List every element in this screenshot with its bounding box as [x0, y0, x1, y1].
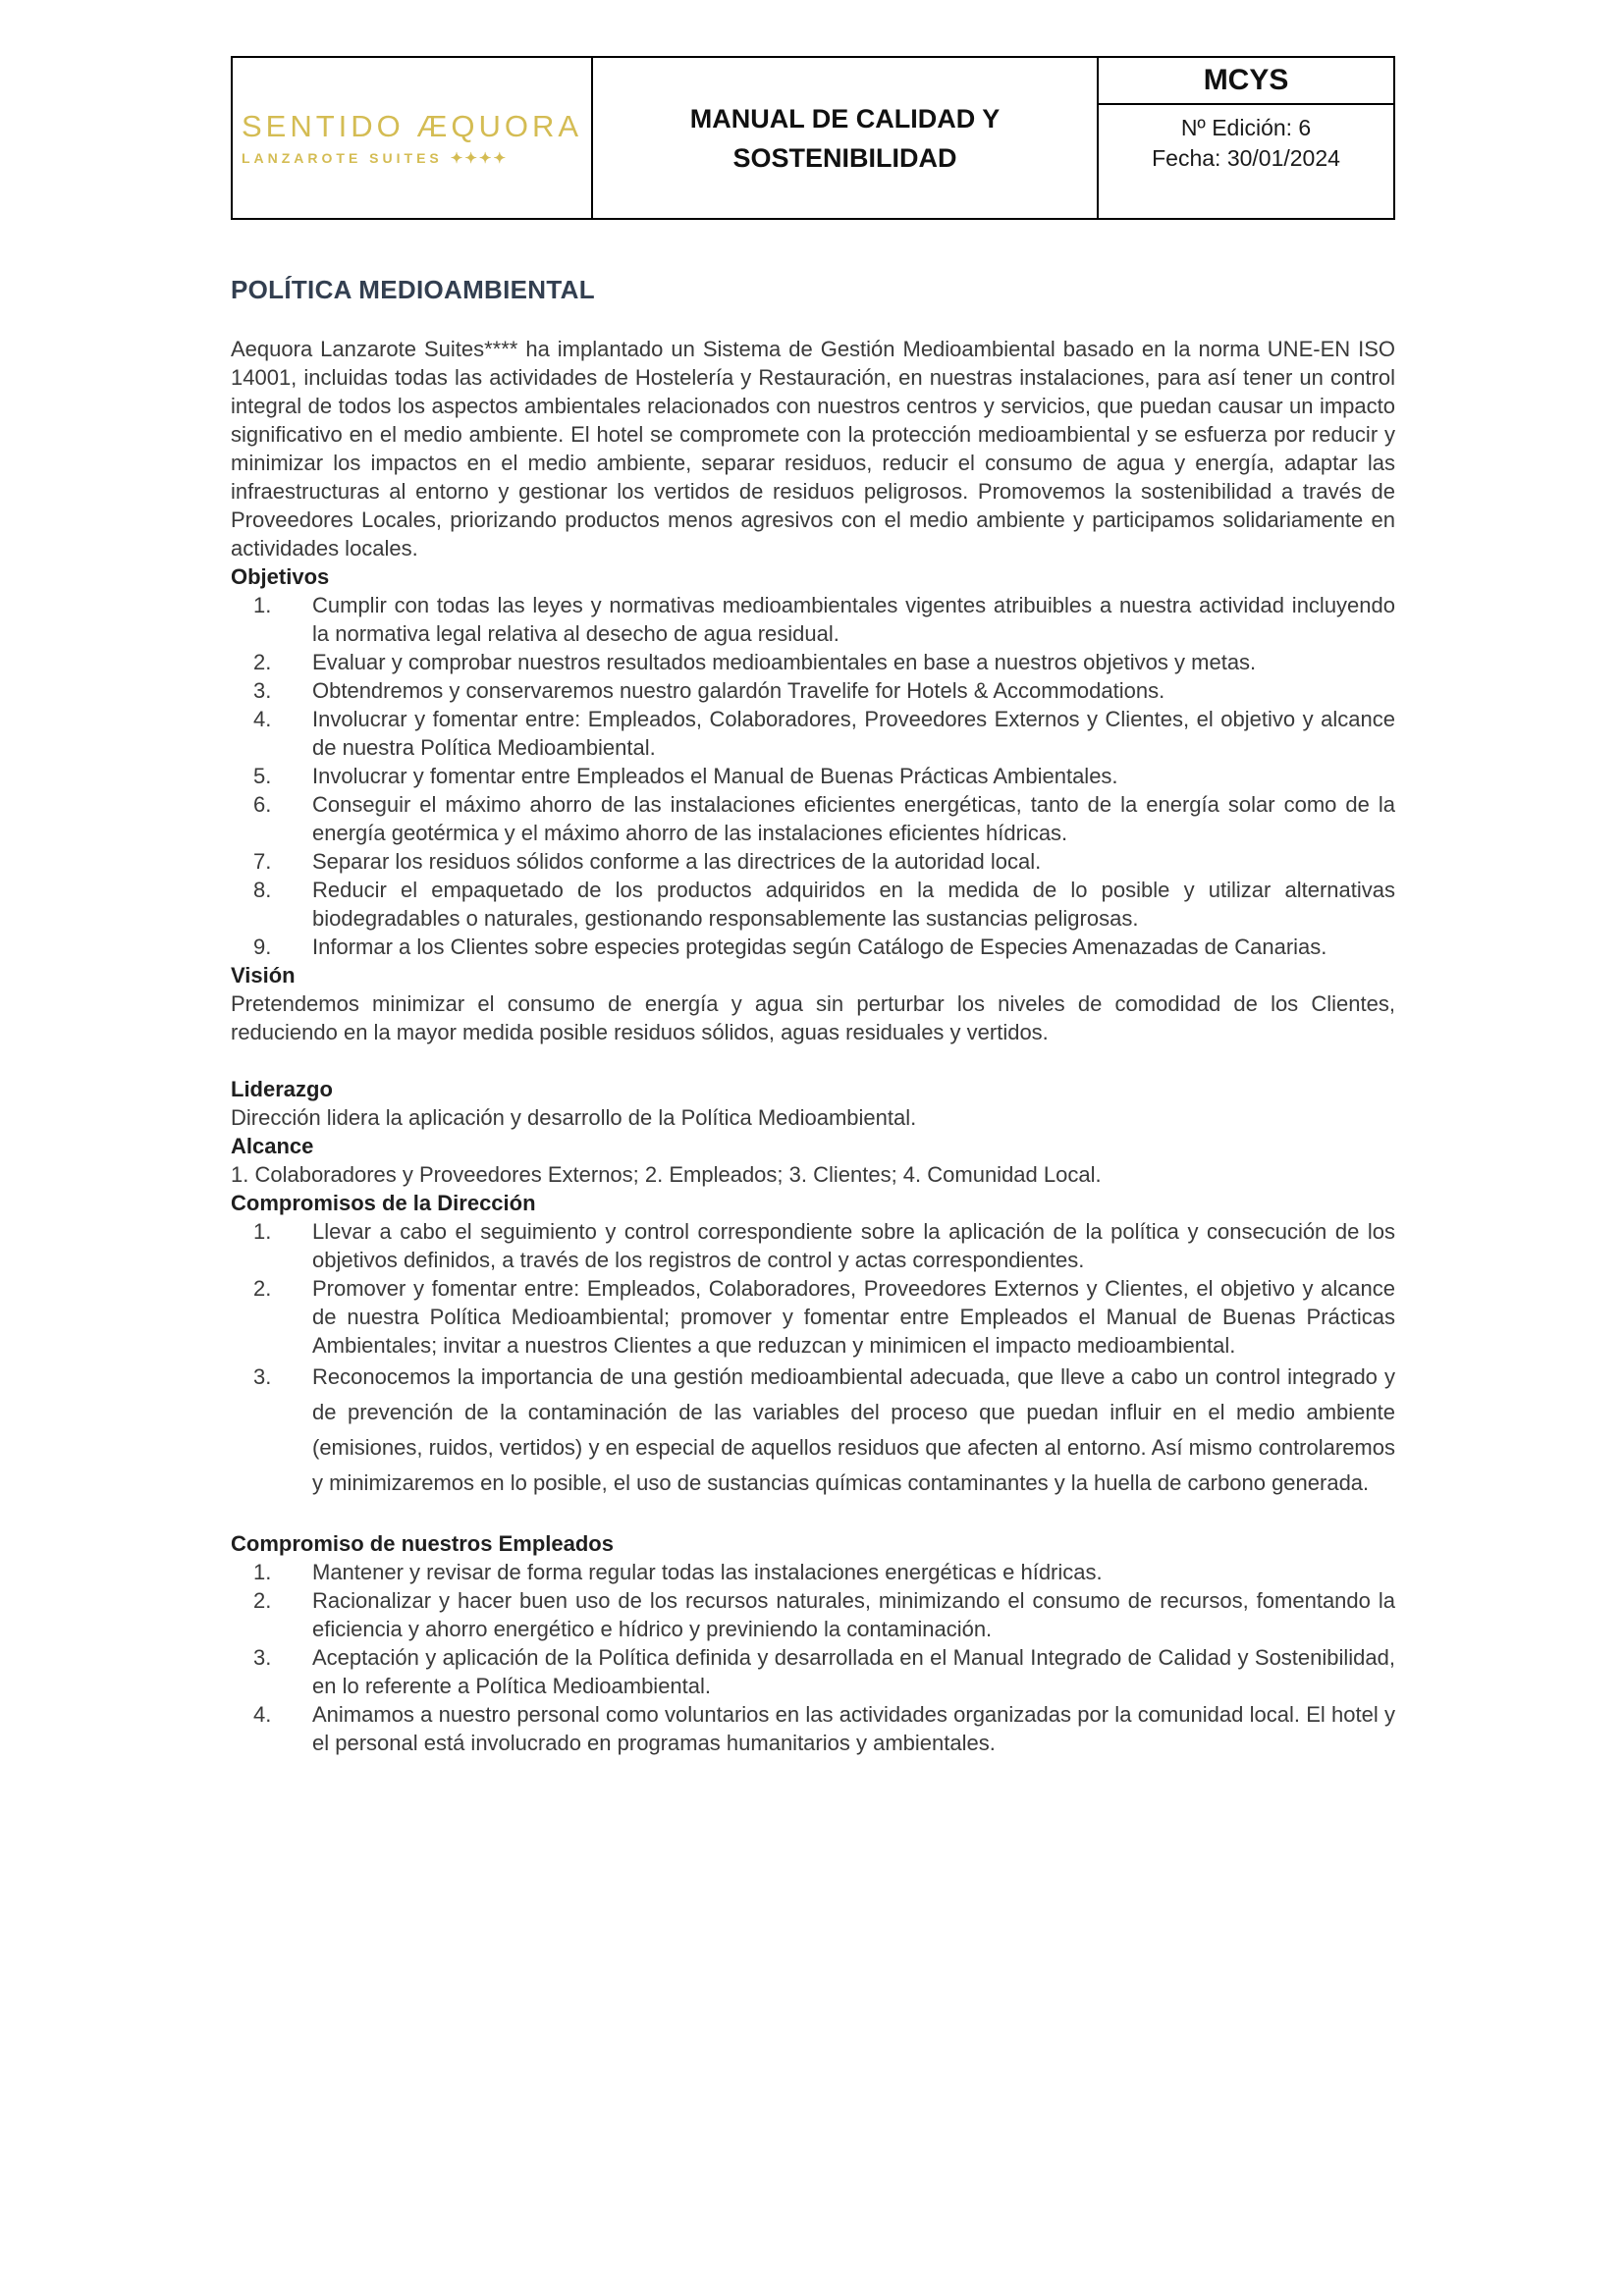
- list-item-empleados-2: [231, 1586, 1395, 1643]
- list-text: Cumplir con todas las leyes y normativas medioambientales vigentes atribuibles a nuestra actividad incluyendo la normativa legal relativa al desecho de agua residual.: [312, 593, 1395, 646]
- list-number: 1.: [253, 593, 272, 617]
- logo-subtitle-text: LANZAROTE SUITES: [241, 149, 443, 166]
- section-label-vision: Visión: [231, 963, 296, 988]
- list-text: Racionalizar y hacer buen uso de los recursos naturales, minimizando el consumo de recursos, fomentando la eficiencia y ahorro energético e hídrico y previniendo la contaminación.: [312, 1588, 1395, 1641]
- list-text: Involucrar y fomentar entre: Empleados, Colaboradores, Proveedores Externos y Clientes, el objetivo y alcance de nuestra Política Medioambiental.: [312, 707, 1395, 760]
- list-text: Informar a los Clientes sobre especies protegidas según Catálogo de Especies Amenazadas de Canarias.: [312, 934, 1327, 959]
- list-item-objetivo-8: [231, 876, 1395, 933]
- list-text: Obtendremos y conservaremos nuestro galardón Travelife for Hotels & Accommodations.: [312, 678, 1165, 703]
- list-text: Promover y fomentar entre: Empleados, Colaboradores, Proveedores Externos y Clientes, el objetivo y alcance de nuestra Política Medioambiental; promover y fomentar entre Empleados el Manual de Buenas Prácticas Ambientales; invitar a nuestros Clientes a que reduzcan y minimicen el impacto medioambiental.: [312, 1276, 1395, 1358]
- intro-paragraph: Aequora Lanzarote Suites**** ha implantado un Sistema de Gestión Medioambiental basado en la norma UNE-EN ISO 14001, incluidas todas las actividades de Hostelería y Restauración, en nuestras instalaciones, para así tener un control integral de todos los aspectos ambientales relacionados con nuestros centros y servicios, que puedan causar un impacto significativo en el medio ambiente. El hotel se compromete con la protección medioambiental y se esfuerza por reducir y minimizar los impactos en el medio ambiente, separar residuos, reducir el consumo de agua y energía, adaptar las infraestructuras al entorno y gestionar los vertidos de residuos peligrosos. Promovemos la sostenibilidad a través de Proveedores Locales, priorizando productos menos agresivos con el medio ambiente y participamos solidariamente en actividades locales.: [231, 337, 1395, 561]
- edition-number: Nº Edición: 6: [1180, 115, 1312, 140]
- list-item-objetivo-4: [231, 705, 1395, 762]
- section-label-objetivos: Objetivos: [231, 564, 330, 589]
- document-title: MANUAL DE CALIDAD Y SOSTENIBILIDAD: [592, 57, 1098, 219]
- list-number: 3.: [253, 678, 272, 703]
- list-number: 6.: [253, 792, 272, 817]
- list-number: 4.: [253, 707, 272, 731]
- list-text: Llevar a cabo el seguimiento y control correspondiente sobre la aplicación de la política y consecución de los objetivos definidos, a través de los registros de control y actas correspondientes.: [312, 1219, 1395, 1272]
- list-text: Separar los residuos sólidos conforme a las directrices de la autoridad local.: [312, 849, 1042, 874]
- list-item-direccion-2: [231, 1274, 1395, 1360]
- section-label-compromisos-direccion: Compromisos de la Dirección: [231, 1191, 536, 1215]
- list-number: 1.: [253, 1219, 272, 1244]
- list-number: 9.: [253, 934, 272, 959]
- list-number: 1.: [253, 1560, 272, 1584]
- header-table: [231, 56, 1395, 220]
- list-number: 5.: [253, 764, 272, 788]
- logo-cell: [232, 57, 592, 219]
- list-item-objetivo-5: [231, 762, 1395, 790]
- list-text: Animamos a nuestro personal como voluntarios en las actividades organizadas por la comunidad local. El hotel y el personal está involucrado en programas humanitarios y ambientales.: [312, 1702, 1395, 1755]
- edition-cell: [1098, 104, 1394, 219]
- list-number: 4.: [253, 1702, 272, 1727]
- list-item-direccion-3: [231, 1360, 1395, 1501]
- hotel-logo: [242, 109, 582, 167]
- list-text: Evaluar y comprobar nuestros resultados medioambientales en base a nuestros objetivos y metas.: [312, 650, 1257, 674]
- liderazgo-paragraph: Dirección lidera la aplicación y desarrollo de la Política Medioambiental.: [231, 1105, 917, 1130]
- list-item-direccion-1: [231, 1217, 1395, 1274]
- list-number: 2.: [253, 1588, 272, 1613]
- alcance-paragraph: 1. Colaboradores y Proveedores Externos; 2. Empleados; 3. Clientes; 4. Comunidad Local.: [231, 1162, 1102, 1187]
- section-label-compromiso-empleados: Compromiso de nuestros Empleados: [231, 1531, 614, 1556]
- list-item-objetivo-1: [231, 591, 1395, 648]
- list-item-objetivo-6: [231, 790, 1395, 847]
- list-text: Involucrar y fomentar entre Empleados el Manual de Buenas Prácticas Ambientales.: [312, 764, 1118, 788]
- section-label-liderazgo: Liderazgo: [231, 1077, 333, 1101]
- list-text: Reducir el empaquetado de los productos adquiridos en la medida de lo posible y utilizar alternativas biodegradables o naturales, gestionando responsablemente las sustancias peligrosas.: [312, 878, 1395, 931]
- doc-code: MCYS: [1098, 57, 1394, 104]
- page-title: POLÍTICA MEDIOAMBIENTAL: [231, 275, 595, 304]
- vision-paragraph: Pretendemos minimizar el consumo de energía y agua sin perturbar los niveles de comodidad de los Clientes, reduciendo en la mayor medida posible residuos sólidos, aguas residuales y vertidos.: [231, 991, 1395, 1044]
- logo-stars-icon: ✦✦✦✦: [450, 149, 509, 167]
- list-item-empleados-3: [231, 1643, 1395, 1700]
- list-text: Conseguir el máximo ahorro de las instalaciones eficientes energéticas, tanto de la energía solar como de la energía geotérmica y el máximo ahorro de las instalaciones eficientes hídricas.: [312, 792, 1395, 845]
- list-number: 7.: [253, 849, 272, 874]
- list-number: 3.: [253, 1645, 272, 1670]
- list-number: 2.: [253, 650, 272, 674]
- list-item-objetivo-7: [231, 847, 1395, 876]
- list-item-empleados-4: [231, 1700, 1395, 1757]
- list-number: 2.: [253, 1276, 272, 1301]
- section-label-alcance: Alcance: [231, 1134, 314, 1158]
- blank-line: [231, 1046, 1395, 1075]
- list-text: Mantener y revisar de forma regular todas las instalaciones energéticas e hídricas.: [312, 1560, 1103, 1584]
- logo-subtitle: [242, 149, 582, 167]
- list-text: Reconocemos la importancia de una gestión medioambiental adecuada, que lleve a cabo un control integrado y de prevención de la contaminación de las variables del proceso que puedan influir en el medio ambiente (emisiones, ruidos, vertidos) y en especial de aquellos residuos que afecten al entorno. Así mismo controlaremos y minimizaremos en lo posible, el uso de sustancias químicas contaminantes y la huella de carbono generada.: [312, 1364, 1395, 1495]
- list-number: 8.: [253, 878, 272, 902]
- list-text: Aceptación y aplicación de la Política definida y desarrollada en el Manual Integrado de Calidad y Sostenibilidad, en lo referente a Política Medioambiental.: [312, 1645, 1395, 1698]
- list-item-empleados-1: [231, 1558, 1395, 1586]
- logo-brand-text: SENTIDO ÆQUORA: [241, 108, 583, 143]
- blank-line: [231, 1501, 1395, 1529]
- list-item-objetivo-3: [231, 676, 1395, 705]
- list-item-objetivo-9: [231, 933, 1395, 961]
- list-item-objetivo-2: [231, 648, 1395, 676]
- list-number: 3.: [253, 1364, 272, 1389]
- edition-date: Fecha: 30/01/2024: [1152, 145, 1340, 171]
